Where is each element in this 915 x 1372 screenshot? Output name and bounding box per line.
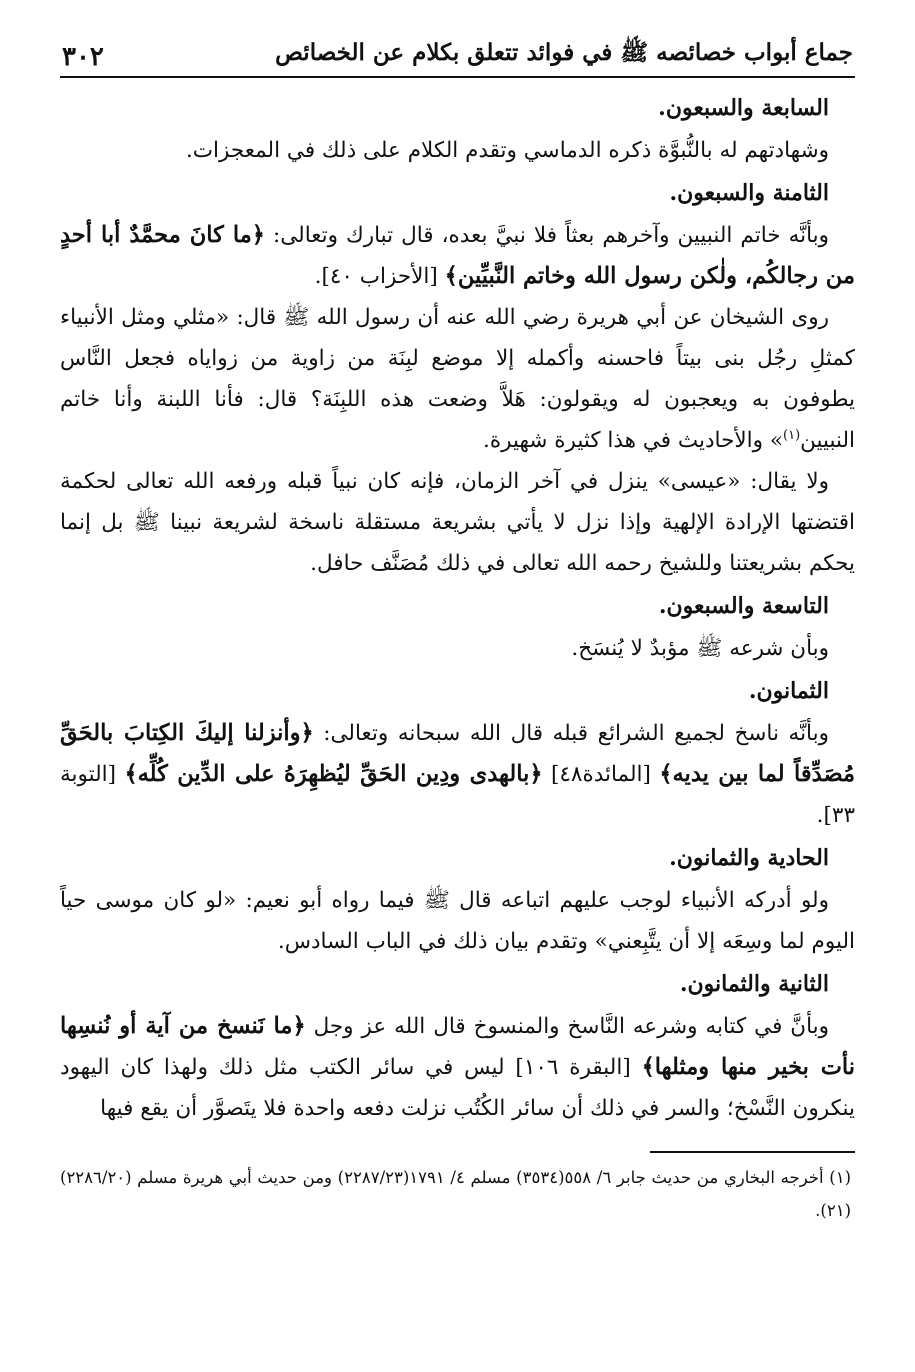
section-heading-81: الحادية والثمانون.: [669, 845, 829, 871]
paragraph-77-1: وشهادتهم له بالنُّبوَّة ذكره الدماسي وتقدم الكلام على ذلك في المعجزات.: [185, 138, 829, 163]
page-body: [60, 86, 855, 1227]
quran-verse-tawbah: ﴿بالهدى ودِين الحَقِّ ليُظهِرَهُ على الدِّين كُلِّه﴾: [124, 761, 543, 787]
paragraph-82-1: [60, 1006, 855, 1129]
paragraph-81-1: ولو أدركه الأنبياء لوجب عليهم اتباعه قال ﷺ فيما رواه أبو نعيم: «لو كان موسى حياً اليوم لما وسِعَه إلا أن يتَّبِعني» وتقدم بيان ذلك في الباب السادس.: [60, 888, 855, 954]
verse-reference-baqarah: [البقرة ١٠٦] ليس في سائر الكتب مثل ذلك ولهذا كان اليهود ينكرون النَّسْخ؛ والسر في ذلك أن سائر الكُتُب نزلت دفعه واحدة فلا يتَصوَّر أن يقع فيها: [60, 1055, 855, 1121]
verse-reference-ahzab: [الأحزاب ٤٠].: [314, 264, 445, 289]
quran-verse-ahzab: ﴿ما كانَ محمَّدٌ أبا أحدٍ من رجالكُم، ولٰكن رسول الله وخاتم النَّبيِّين﴾: [60, 222, 855, 289]
section-heading-79: التاسعة والسبعون.: [658, 593, 829, 619]
quran-verse-maidah: ﴿وأنزلنا إليكَ الكِتابَ بالحَقِّ مُصَدِّقاً لما بين يديه﴾: [60, 720, 856, 787]
page-number: ٣٠٢: [62, 42, 104, 72]
paragraph-78-1-intro: وبأنَّه خاتم النبيين وآخرهم بعثاً فلا نبيَّ بعده، قال تبارك وتعالى:: [264, 223, 829, 248]
paragraph-78-1: [60, 215, 855, 297]
footnote-marker: (١): [783, 427, 801, 443]
section-heading-82: الثانية والثمانون.: [679, 971, 829, 997]
paragraph-82-1-intro: وبأنَّ في كتابه وشرعه النَّاسخ والمنسوخ قال الله عز وجل: [305, 1014, 829, 1039]
paragraph-80-1: [60, 713, 855, 836]
footnote-separator: [650, 1151, 855, 1153]
paragraph-79-1: وبأن شرعه ﷺ مؤبدٌ لا يُنسَخ.: [571, 636, 829, 661]
section-heading-80: الثمانون.: [748, 678, 829, 704]
paragraph-78-3: ولا يقال: «عيسى» ينزل في آخر الزمان، فإنه كان نبياً قبله ورفعه الله تعالى لحكمة اقتضتها الإرادة الإلهية وإذا نزل لا يأتي بشريعة مستقلة ناسخة لشريعة نبينا ﷺ بل إنما يحكم بشريعتنا وللشيخ رحمه الله تعالى في ذلك مُصَنَّف حافل.: [60, 469, 855, 576]
paragraph-78-2: [60, 297, 855, 461]
section-heading-77: السابعة والسبعون.: [658, 95, 829, 121]
paragraph-80-1-intro: وبأنَّه ناسخ لجميع الشرائع قبله قال الله سبحانه وتعالى:: [313, 721, 829, 746]
verse-reference-maidah: [المائدة٤٨]: [542, 762, 660, 787]
footnote-1: (١) أخرجه البخاري من حديث جابر ٦/ ٥٥٨(٣٥٣٤) مسلم ٤/ ١٧٩١(٢٢٨٧/٢٣) ومن حديث أبي هريرة مسلم (٢٢٨٦/٢٠) (٢١).: [60, 1168, 852, 1220]
page-header: [60, 30, 855, 78]
hadith-end: » والأحاديث في هذا كثيرة شهيرة.: [483, 428, 784, 453]
hadith-text: روى الشيخان عن أبي هريرة رضي الله عنه أن رسول الله ﷺ قال: «مثلي ومثل الأنبياء كمثلِ رجُل بنى بيتاً فاحسنه وأكمله إلا موضع لبِنَة من زاوية من زواياه فجعل النَّاس يطوفون به ويعجبون له ويقولون: هَلاَّ وضعت هذه اللبِنَة؟ قال: فأنا اللبنة وأنا خاتم النبيين: [60, 305, 855, 453]
verse-reference-tawbah: [التوبة ٣٣].: [60, 762, 855, 828]
running-title: جماع أبواب خصائصه ﷺ في فوائد تتعلق بكلام عن الخصائص: [275, 39, 853, 66]
book-page: [60, 30, 855, 1350]
section-heading-78: الثامنة والسبعون.: [669, 180, 829, 206]
quran-verse-baqarah: ﴿ما نَنسخ من آية أو نُنسِها نأت بخير منها ومثلها﴾: [60, 1013, 855, 1080]
